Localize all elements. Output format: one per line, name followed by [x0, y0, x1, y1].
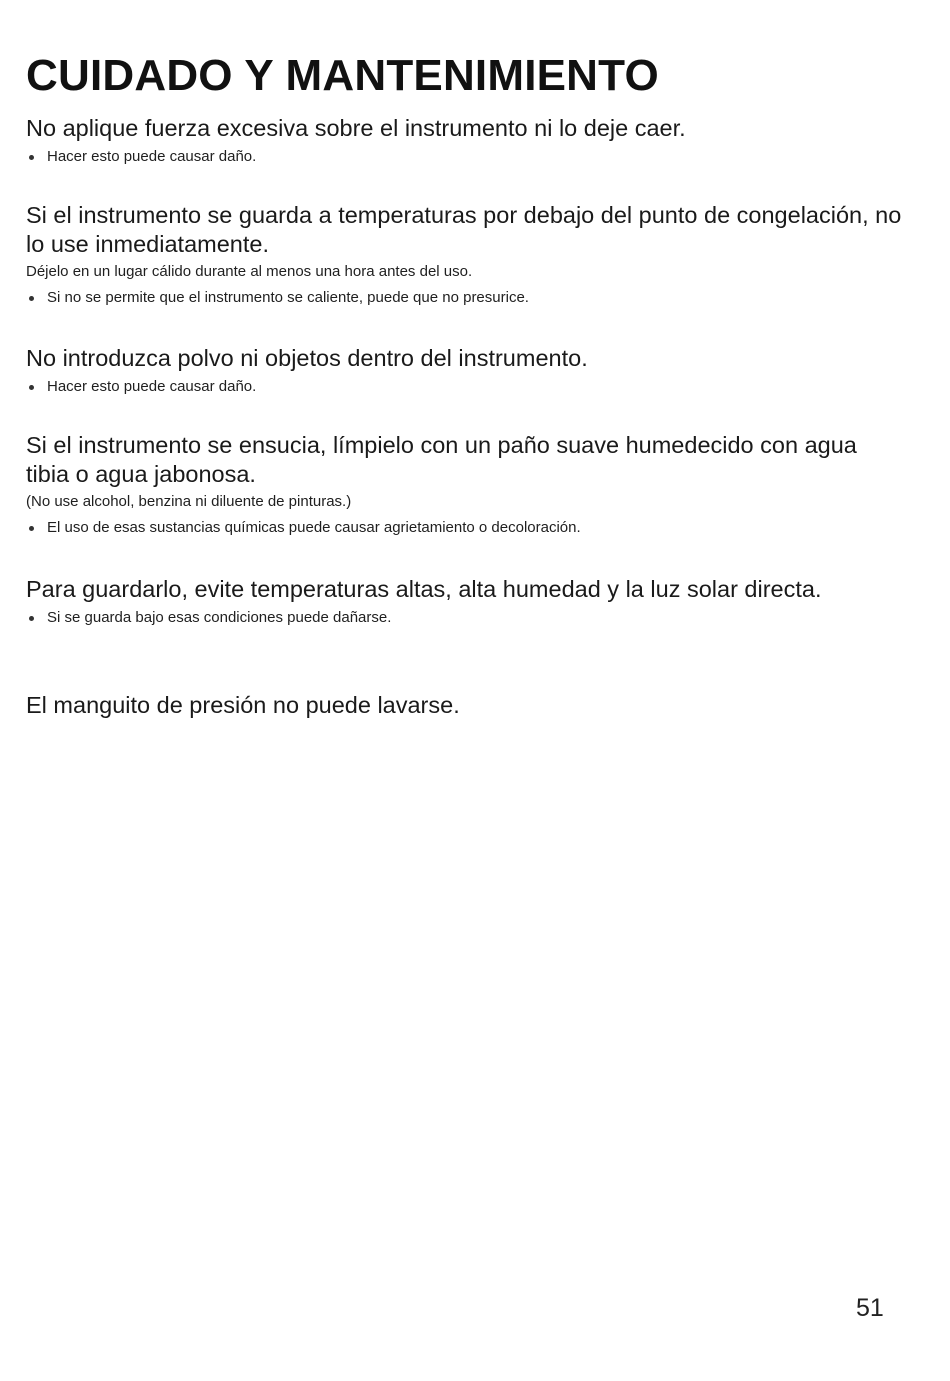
section-heading: No aplique fuerza excesiva sobre el instrumento ni lo deje caer. — [26, 115, 686, 141]
bullet-item: El uso de esas sustancias químicas puede causar agrietamiento o decoloración. — [26, 518, 906, 538]
bullet-item: Si se guarda bajo esas condiciones puede dañarse. — [26, 608, 906, 628]
section-cleaning — [26, 431, 906, 538]
section-no-excessive-force — [26, 114, 906, 167]
section-heading: Si el instrumento se ensucia, límpielo con un paño suave humedecido con agua tibia o agua jabonosa. — [26, 432, 857, 487]
page-title: CUIDADO Y MANTENIMIENTO — [26, 51, 659, 100]
bullet-list — [26, 288, 906, 308]
page-number: 51 — [856, 1294, 884, 1322]
section-cuff-washing — [26, 691, 906, 720]
bullet-item: Hacer esto puede causar daño. — [26, 377, 906, 397]
section-heading: No introduzca polvo ni objetos dentro del instrumento. — [26, 345, 588, 371]
bullet-list — [26, 518, 906, 538]
bullet-list — [26, 608, 906, 628]
section-no-dust-objects — [26, 344, 906, 397]
section-note: (No use alcohol, benzina ni diluente de pinturas.) — [26, 493, 352, 510]
section-storage — [26, 575, 906, 628]
section-note: Déjelo en un lugar cálido durante al menos una hora antes del uso. — [26, 263, 473, 280]
bullet-item: Si no se permite que el instrumento se caliente, puede que no presurice. — [26, 288, 906, 308]
section-heading: Si el instrumento se guarda a temperaturas por debajo del punto de congelación, no lo use inmediatamente. — [26, 202, 902, 257]
section-heading: Para guardarlo, evite temperaturas altas, alta humedad y la luz solar directa. — [26, 576, 822, 602]
section-freezing-temperatures — [26, 201, 906, 308]
bullet-list — [26, 147, 906, 167]
section-heading: El manguito de presión no puede lavarse. — [26, 692, 460, 718]
bullet-item: Hacer esto puede causar daño. — [26, 147, 906, 167]
bullet-list — [26, 377, 906, 397]
